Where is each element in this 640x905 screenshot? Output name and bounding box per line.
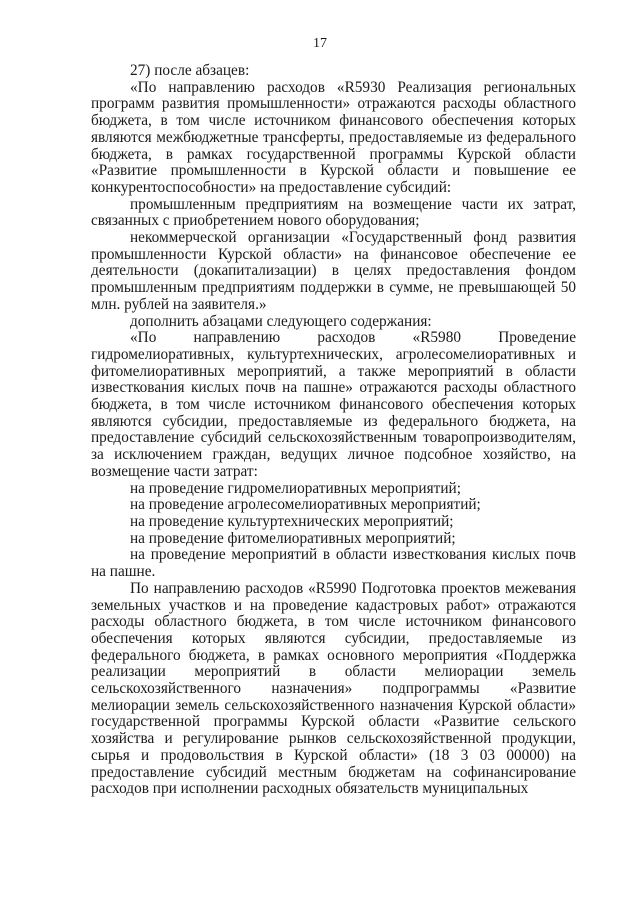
- list-item: на проведение культуртехнических мероприятий;: [130, 512, 454, 530]
- paragraph: По направлению расходов «R5990 Подготовка проектов межевания земельных участков и на проведение кадастровых работ» отражаются расходы областного бюджета, в том числе источником финансового обеспечения которых являются субсидии, предоставляемые из федерального бюджета, в рамках основного мероприятия «Поддержка реализации мероприятий в области мелиорации земель сельскохозяйственного назначения» подпрограммы «Развитие мелиорации земель сельскохозяйственного назначения Курской области» государственной программы Курской области «Развитие сельского хозяйства и регулирование рынков сельскохозяйственной продукции, сырья и продовольствия в Курской области» (18 3 03 00000) на предоставление субсидий местным бюджетам на софинансирование расходов при исполнении расходных обязательств муниципальных: [91, 579, 576, 798]
- list-item: на проведение гидромелиоративных мероприятий;: [130, 479, 461, 497]
- paragraph: дополнить абзацами следующего содержания:: [130, 312, 432, 330]
- paragraph: 27) после абзацев:: [130, 62, 250, 79]
- paragraph: «По направлению расходов «R5980 Проведение гидромелиоративных, культуртехнических, агролесомелиоративных и фитомелиоративных мероприятий, а также мероприятий в области известкования кислых почв на пашне» отражаются расходы областного бюджета, в том числе источником финансового обеспечения которых являются субсидии, предоставляемые из федерального бюджета, на предоставление субсидий сельскохозяйственным товаропроизводителям, за исключением граждан, ведущих личное подсобное хозяйство, на возмещение части затрат:: [91, 329, 576, 480]
- list-item: на проведение агролесомелиоративных мероприятий;: [130, 496, 481, 514]
- paragraph: некоммерческой организации «Государственный фонд развития промышленности Курской области» на финансовое обеспечение ее деятельности (докапитализации) в целях предоставления фондом промышленным предприятиям поддержки в сумме, не превышающей 50 млн. рублей на заявителя.»: [91, 229, 576, 313]
- paragraph: промышленным предприятиям на возмещение части их затрат, связанных с приобретением нового оборудования;: [91, 195, 576, 230]
- paragraph: «По направлению расходов «R5930 Реализация региональных программ развития промышленности» отражаются расходы областного бюджета, в том числе источником финансового обеспечения которых являются межбюджетные трансферты, предоставляемые из федерального бюджета, в рамках государственной программы Курской области «Развитие промышленности в Курской области и повышение ее конкурентоспособности» на предоставление субсидий:: [91, 78, 576, 196]
- document-body: [91, 63, 576, 798]
- list-item: на проведение фитомелиоративных мероприятий;: [130, 529, 456, 547]
- list-item: на проведение мероприятий в области известкования кислых почв на пашне.: [91, 546, 576, 581]
- page-number: 17: [313, 36, 327, 51]
